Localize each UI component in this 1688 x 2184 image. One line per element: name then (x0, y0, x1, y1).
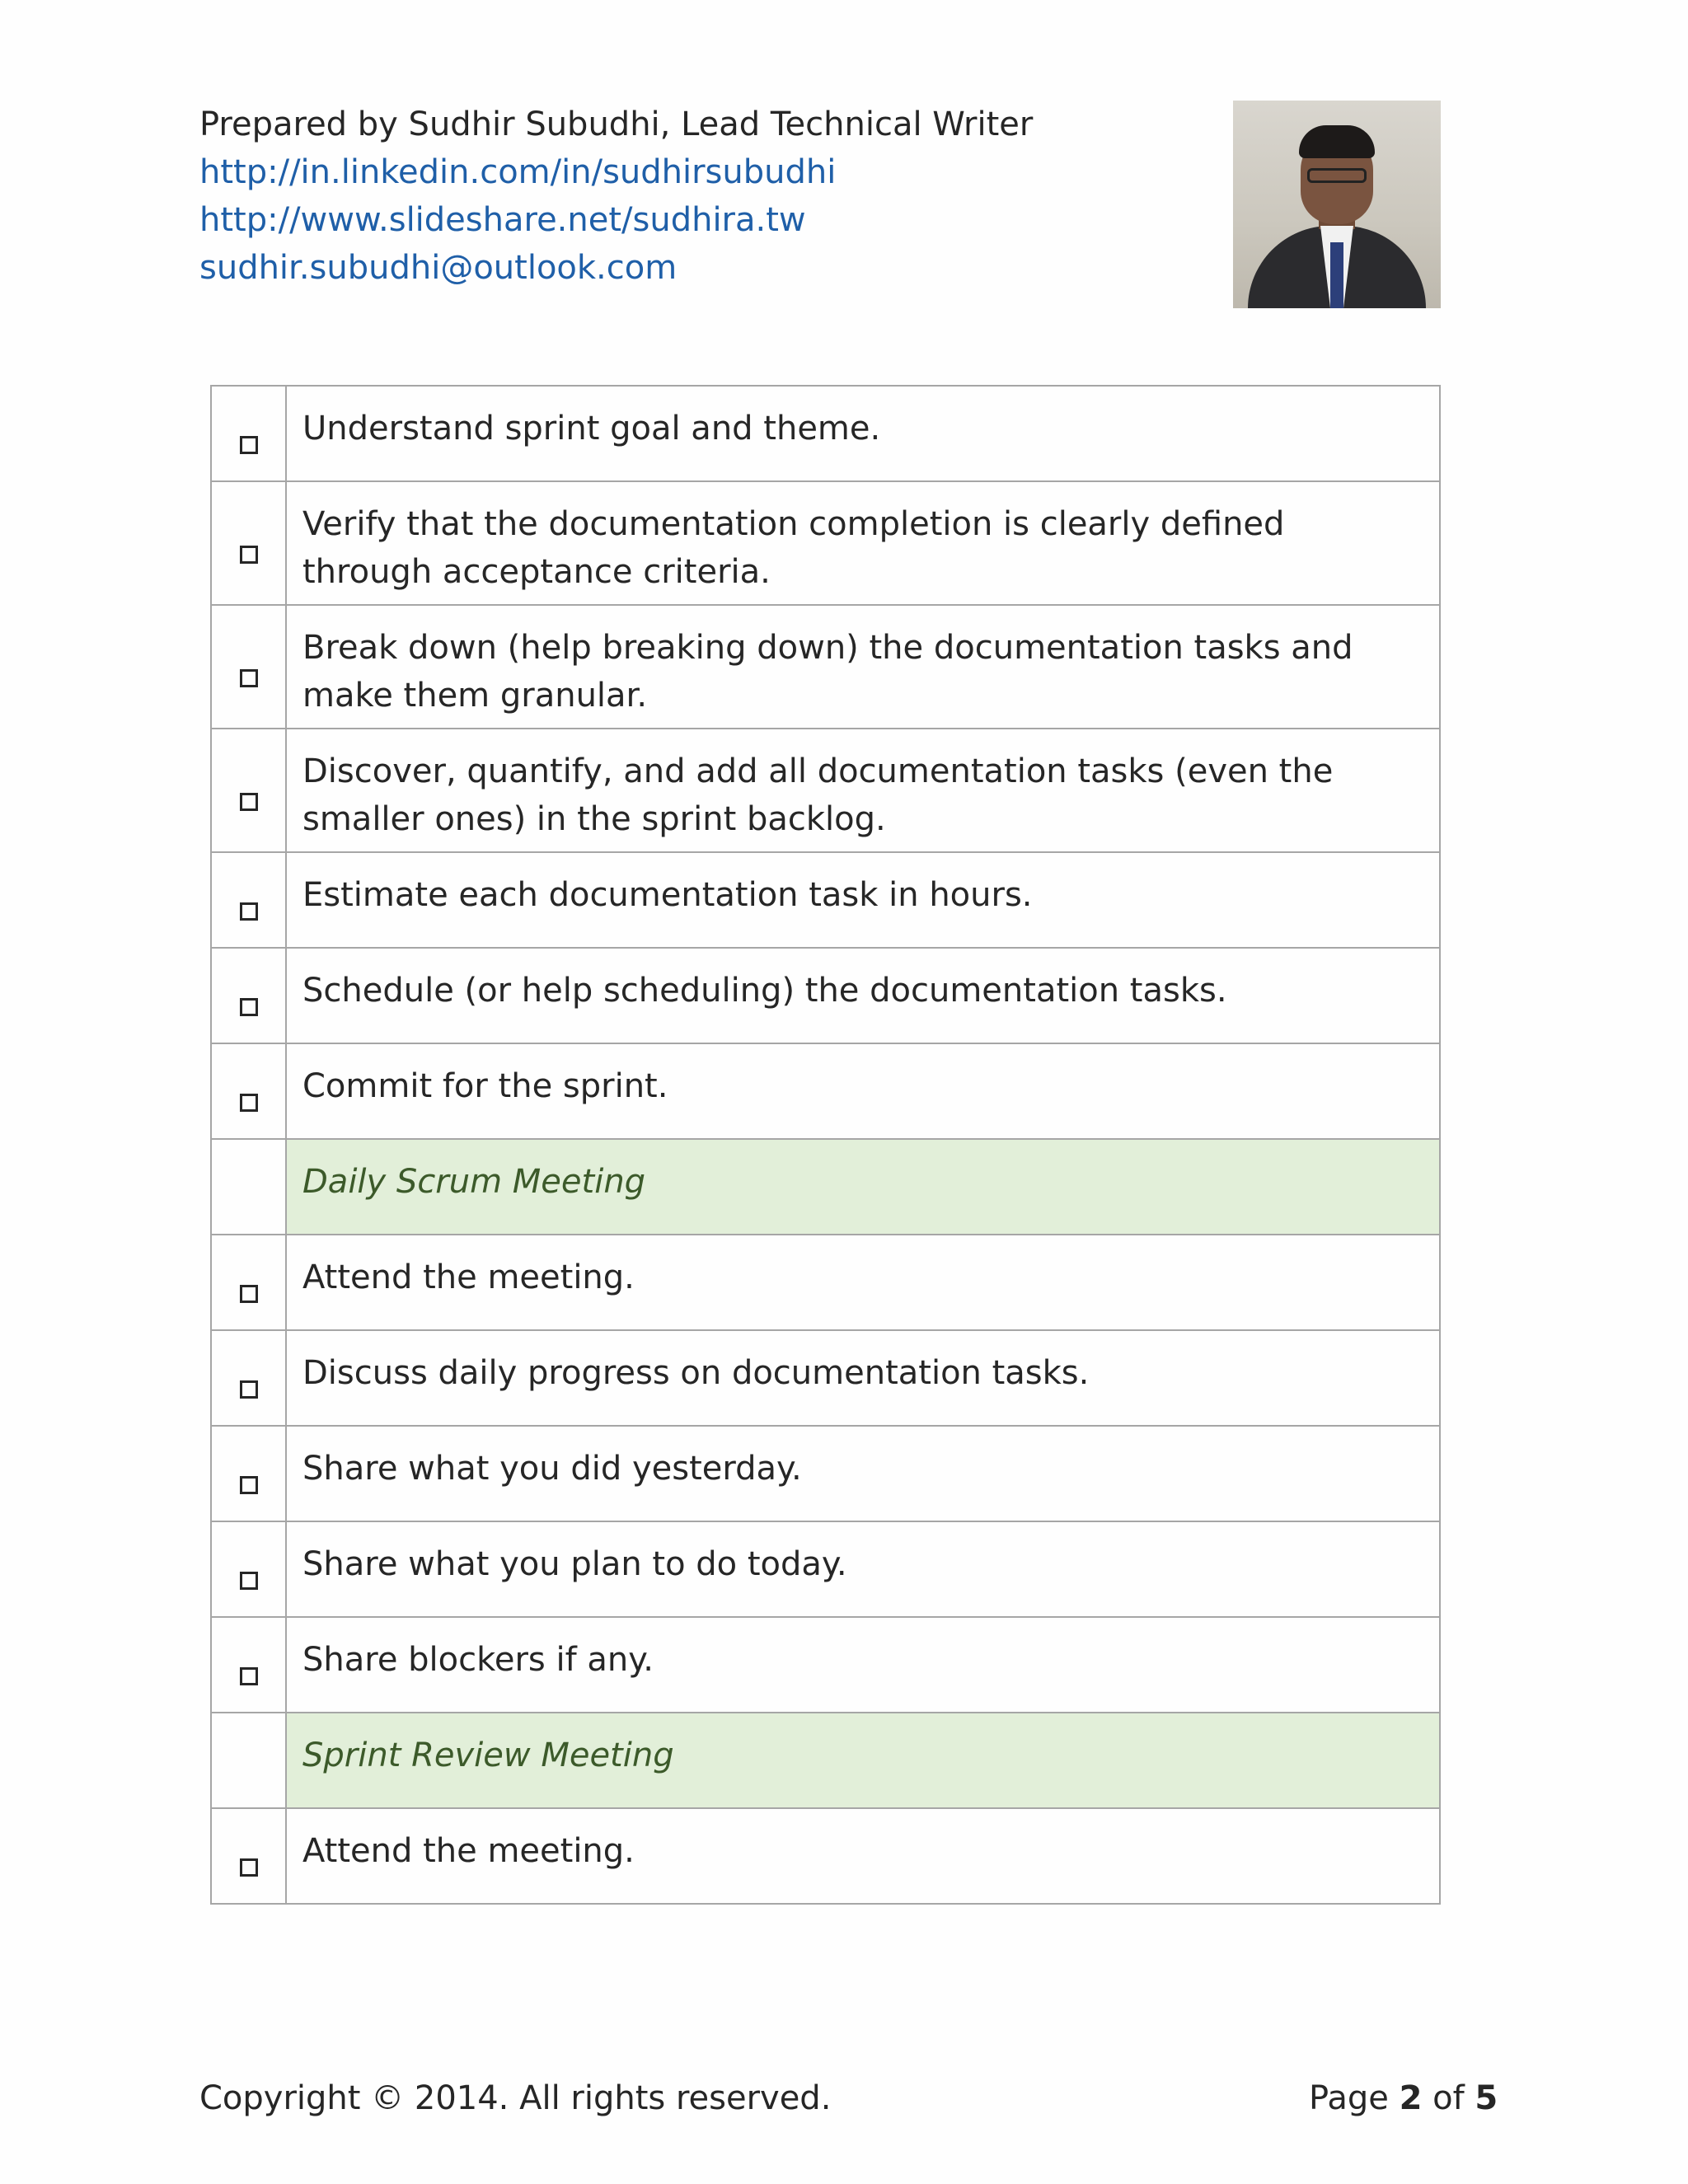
task-text: Break down (help breaking down) the documentation tasks and make them granular. (286, 605, 1440, 729)
linkedin-link[interactable]: http://in.linkedin.com/in/sudhirsubudhi (199, 153, 837, 191)
task-text: Attend the meeting. (286, 1808, 1440, 1904)
checkbox-cell (211, 605, 286, 729)
copyright-text: Copyright © 2014. All rights reserved. (199, 2079, 832, 2117)
checkbox-cell (211, 729, 286, 852)
total-pages: 5 (1475, 2079, 1498, 2117)
checkbox-cell (211, 1713, 286, 1808)
task-text: Share what you plan to do today. (286, 1521, 1440, 1617)
prepared-by-text: Prepared by Sudhir Subudhi, Lead Technical Writer (199, 105, 1034, 143)
checkbox[interactable] (240, 1858, 258, 1877)
checklist-row (211, 1521, 1440, 1617)
checkbox[interactable] (240, 1285, 258, 1303)
task-text: Share what you did yesterday. (286, 1426, 1440, 1521)
checklist-row (211, 1426, 1440, 1521)
page-number: Page 2 of 5 (1309, 2079, 1498, 2117)
checkbox-cell (211, 481, 286, 605)
checkbox-cell (211, 948, 286, 1043)
task-text: Understand sprint goal and theme. (286, 386, 1440, 481)
section-header-row (211, 1139, 1440, 1235)
task-text: Commit for the sprint. (286, 1043, 1440, 1139)
task-text: Estimate each documentation task in hours. (286, 852, 1440, 948)
checkbox-cell (211, 1426, 286, 1521)
checklist-row (211, 948, 1440, 1043)
sprint-checklist-table (210, 385, 1441, 1905)
author-header (199, 101, 1033, 292)
author-photo (1233, 101, 1441, 308)
checkbox-cell (211, 1235, 286, 1330)
checkbox-cell (211, 852, 286, 948)
checklist-row (211, 1043, 1440, 1139)
current-page: 2 (1399, 2079, 1423, 2117)
checkbox[interactable] (240, 436, 258, 454)
checkbox[interactable] (240, 1380, 258, 1399)
checkbox[interactable] (240, 1572, 258, 1590)
checkbox-cell (211, 386, 286, 481)
email-link[interactable]: sudhir.subudhi@outlook.com (199, 249, 678, 287)
task-text: Verify that the documentation completion is clearly defined through acceptance criteria. (286, 481, 1440, 605)
task-text: Discover, quantify, and add all documentation tasks (even the smaller ones) in the sprint backlog. (286, 729, 1440, 852)
checkbox-cell (211, 1617, 286, 1713)
checkbox-cell (211, 1043, 286, 1139)
slideshare-link[interactable]: http://www.slideshare.net/sudhira.tw (199, 201, 806, 239)
checkbox[interactable] (240, 1667, 258, 1685)
checkbox[interactable] (240, 902, 258, 921)
checkbox[interactable] (240, 1476, 258, 1494)
checkbox[interactable] (240, 1094, 258, 1112)
checklist-row (211, 852, 1440, 948)
checkbox[interactable] (240, 998, 258, 1016)
checkbox-cell (211, 1808, 286, 1904)
checkbox-cell (211, 1330, 286, 1426)
section-header-row (211, 1713, 1440, 1808)
task-text: Share blockers if any. (286, 1617, 1440, 1713)
checklist-row (211, 1235, 1440, 1330)
checkbox-cell (211, 1139, 286, 1235)
checkbox[interactable] (240, 669, 258, 687)
task-text: Discuss daily progress on documentation tasks. (286, 1330, 1440, 1426)
checklist-row (211, 481, 1440, 605)
checkbox-cell (211, 1521, 286, 1617)
task-text: Schedule (or help scheduling) the documentation tasks. (286, 948, 1440, 1043)
checklist-row (211, 1617, 1440, 1713)
checklist-row (211, 605, 1440, 729)
section-title: Daily Scrum Meeting (286, 1139, 1440, 1235)
checkbox[interactable] (240, 546, 258, 564)
task-text: Attend the meeting. (286, 1235, 1440, 1330)
checklist-row (211, 729, 1440, 852)
checkbox[interactable] (240, 793, 258, 811)
checklist-row (211, 1330, 1440, 1426)
section-title: Sprint Review Meeting (286, 1713, 1440, 1808)
checklist-row (211, 386, 1440, 481)
checklist-row (211, 1808, 1440, 1904)
